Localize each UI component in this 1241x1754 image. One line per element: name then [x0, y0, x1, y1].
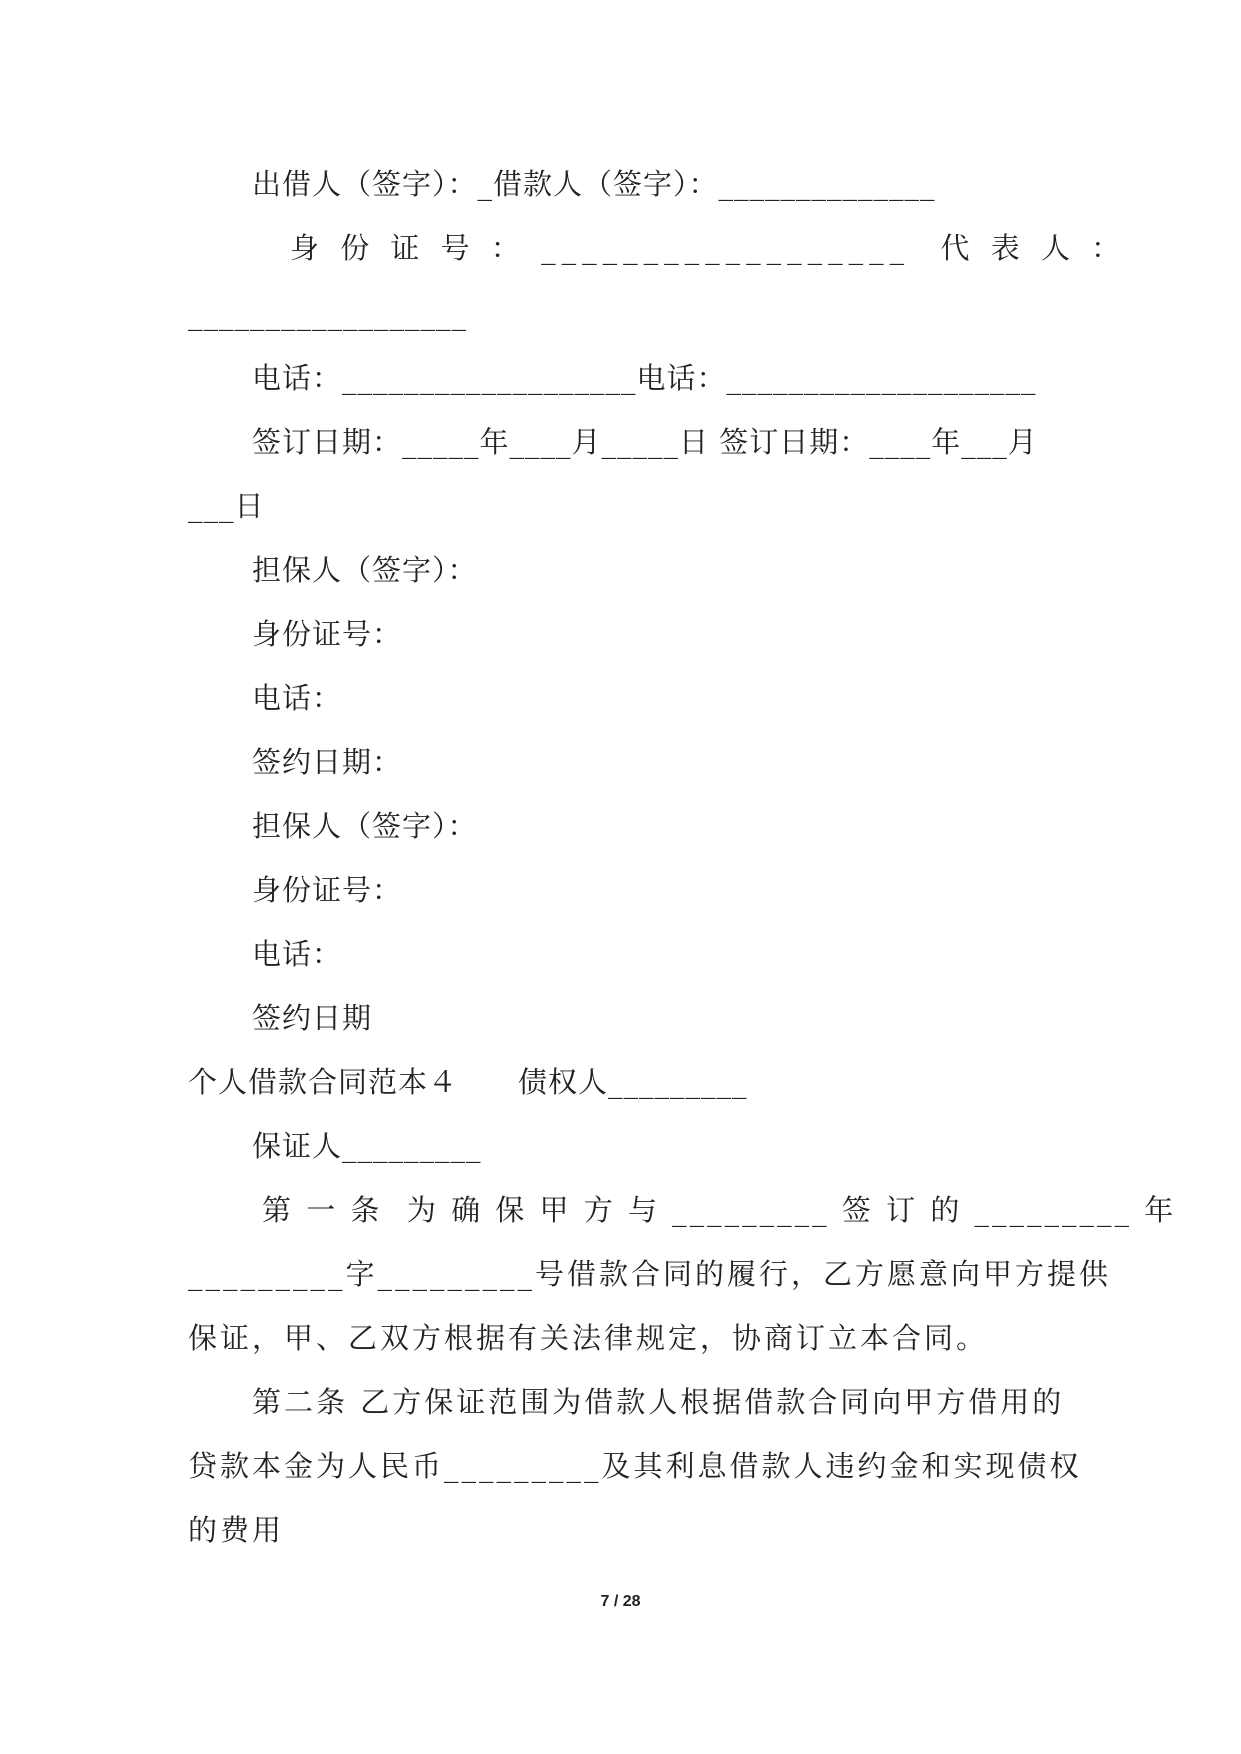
- guarantor-signature-2: 担保人（签字）：: [252, 809, 478, 843]
- guarantor-date-1: 签约日期：: [252, 745, 403, 779]
- section-heading: 个人借款合同范本４ 债权人_________: [188, 1065, 748, 1099]
- article-one-line-1: 第 一 条 为 确 保 甲 方 与 _________ 签 订 的 _________ 年: [262, 1193, 1177, 1227]
- article-one-line-3: 保证，甲、乙双方根据有关法律规定，协商订立本合同。: [188, 1321, 989, 1355]
- article-two-line-2: 贷款本金为人民币_________及其利息借款人违约金和实现债权: [188, 1449, 1082, 1483]
- article-two-line-1: 第二条 乙方保证范围为借款人根据借款合同向甲方借用的: [252, 1385, 1065, 1419]
- id-number-representative-line: 身 份 证 号 ： __________________ 代 表 人 ：: [290, 231, 1127, 265]
- guarantor-phone-1: 电话：: [252, 681, 343, 715]
- guarantor-phone-2: 电话：: [252, 937, 343, 971]
- article-one-line-2: _________字_________号借款合同的履行，乙方愿意向甲方提供: [188, 1257, 1112, 1291]
- phone-line: 电话：___________________电话：____________________: [252, 361, 1037, 395]
- page-number: 7 / 28: [600, 1593, 641, 1610]
- guarantor-id-2: 身份证号：: [252, 873, 403, 907]
- signing-date-line: 签订日期：_____年____月_____日 签订日期：____年___月: [252, 425, 1038, 459]
- guarantor-date-2: 签约日期: [252, 1001, 373, 1035]
- signing-date-day-line: ___日: [188, 489, 265, 523]
- guarantor-line: 保证人_________: [252, 1129, 482, 1163]
- signature-line-lender-borrower: 出借人（签字）：_借款人（签字）：______________: [252, 167, 936, 201]
- guarantor-id-1: 身份证号：: [252, 617, 403, 651]
- article-two-line-3: 的费用: [188, 1513, 285, 1547]
- representative-blank-line: __________________: [188, 297, 467, 331]
- guarantor-signature-1: 担保人（签字）：: [252, 553, 478, 587]
